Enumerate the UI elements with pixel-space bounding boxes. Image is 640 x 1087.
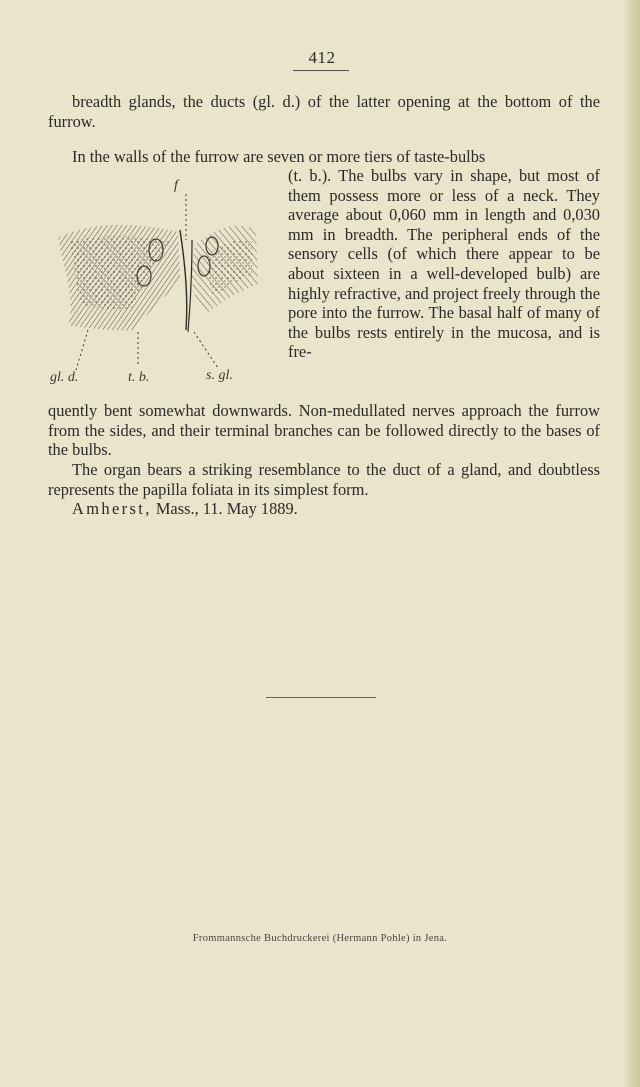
figure-label-taste-bulb: t. b. [128, 370, 150, 385]
page-number-rule [293, 70, 349, 71]
figure-label-gland-duct: gl. d. [50, 370, 79, 385]
figure-label-f: f [174, 178, 178, 193]
section-divider [266, 697, 376, 698]
paragraph-3: The organ bears a striking resemblance to the duct of a gland, and doubtless represents the papilla foliata in its simplest form. [48, 460, 600, 499]
page-number: 412 [308, 48, 336, 67]
furrow-section-illustration [46, 180, 264, 390]
signoff-date: Mass., 11. May 1889. [155, 499, 298, 518]
paragraph-1: breadth glands, the ducts (gl. d.) of the latter opening at the bottom of the furrow. [48, 92, 600, 131]
printer-imprint: Frommannsche Buchdruckerei (Hermann Pohle) in Jena. [192, 933, 448, 944]
figure-label-serous-gland: s. gl. [206, 368, 233, 383]
signoff [72, 499, 592, 519]
paragraph-2-continuation: quently bent somewhat downwards. Non-medullated nerves approach the furrow from the sides, and their terminal branches can be followed directly to the bases of the bulbs. [48, 401, 600, 460]
signoff-place: Amherst, [72, 499, 152, 518]
histology-figure [46, 180, 264, 390]
page-edge [624, 0, 640, 1087]
paragraph-2-side-column: (t. b.). The bulbs vary in shape, but most of them possess more or less of a neck. They average about 0,060 mm in length and 0,030 mm in breadth. The peripheral ends of the sensory cells (of which there appear to be about sixteen in a well-developed bulb) are highly refractive, and project freely through the pore into the furrow. The basal half of many of the bulbs rests entirely in the mucosa, and is fre- [288, 166, 600, 362]
paragraph-2-first-line: In the walls of the furrow are seven or more tiers of taste-bulbs [72, 147, 486, 166]
